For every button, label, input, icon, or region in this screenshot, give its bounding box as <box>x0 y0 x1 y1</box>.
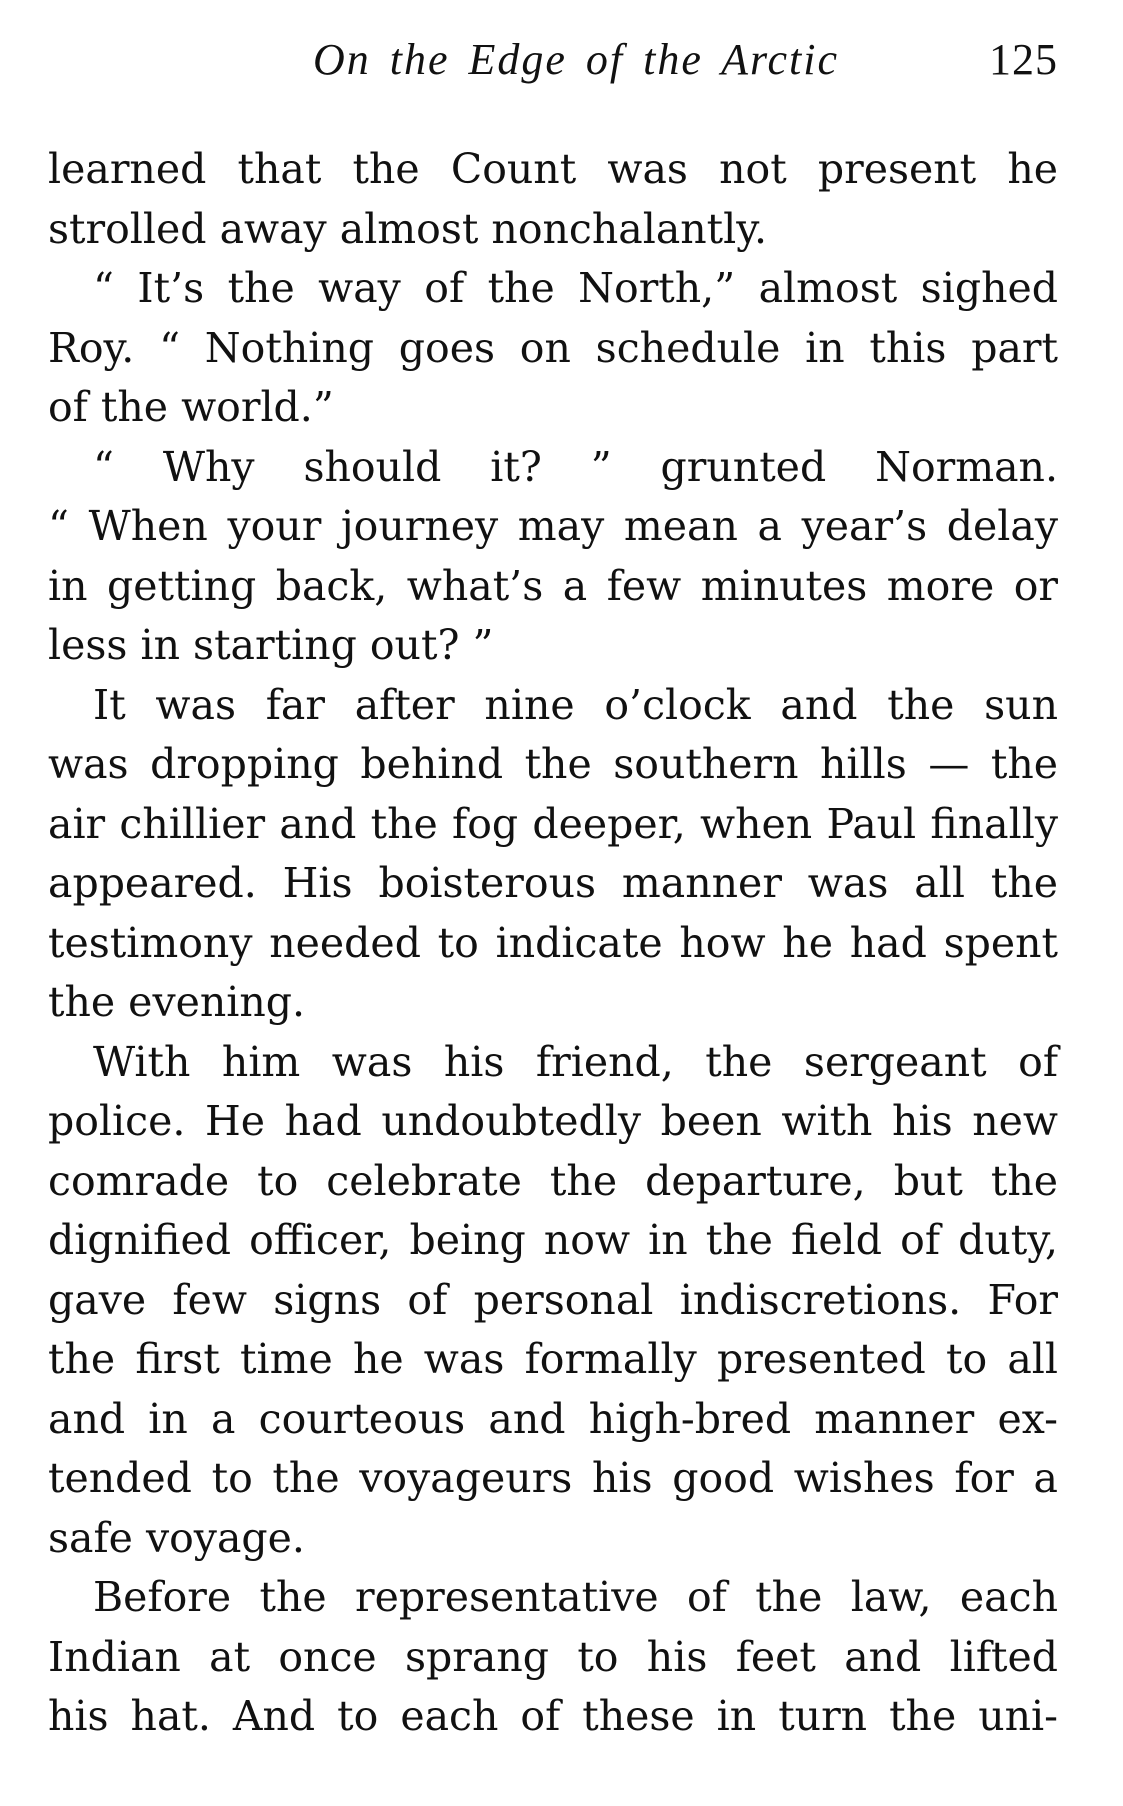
text-line: testimony needed to indicate how he had spent <box>48 918 1058 967</box>
text-line: With him was his friend, the sergeant of <box>93 1037 1058 1086</box>
text-line: It was far after nine o’clock and the sun <box>93 680 1058 729</box>
text-line: comrade to celebrate the departure, but the <box>48 1156 1058 1205</box>
text-line: appeared. His boisterous manner was all the <box>48 859 1058 907</box>
text-line: “ It’s the way of the North,” almost sighed <box>93 264 1058 312</box>
text-line: Roy. “ Nothing goes on schedule in this part <box>48 323 1058 372</box>
text-line: Indian at once sprang to his feet and lifted <box>48 1632 1058 1681</box>
text-line: gave few signs of personal indiscretions. For <box>48 1275 1058 1324</box>
text-line: strolled away almost nonchalantly. <box>48 204 768 253</box>
text-line: in getting back, what’s a few minutes more or <box>48 561 1058 610</box>
body-text <box>48 140 1058 1747</box>
page-number: 125 <box>989 35 1058 84</box>
text-line: of the world.” <box>48 383 334 431</box>
text-line: tended to the voyageurs his good wishes for a <box>48 1454 1058 1502</box>
text-line: safe voyage. <box>48 1513 305 1562</box>
running-title: On the Edge of the Arctic <box>313 35 839 84</box>
text-line: his hat. And to each of these in turn the uni- <box>48 1692 1058 1740</box>
text-line: air chillier and the fog deeper, when Paul finally <box>48 799 1058 848</box>
text-line: dignified officer, being now in the field of duty, <box>48 1216 1058 1264</box>
text-line: police. He had undoubtedly been with his new <box>48 1097 1058 1145</box>
text-line: learned that the Count was not present he <box>48 145 1058 193</box>
text-line: “ Why should it? ” grunted Norman. <box>93 442 1058 491</box>
text-line: Before the representative of the law, each <box>93 1573 1058 1621</box>
text-line: less in starting out? ” <box>48 621 494 669</box>
text-line: and in a courteous and high-bred manner ex- <box>48 1394 1058 1443</box>
text-line: the evening. <box>48 978 306 1026</box>
text-line: “ When your journey may mean a year’s delay <box>48 502 1058 550</box>
running-head <box>48 28 1058 92</box>
text-line: was dropping behind the southern hills — the <box>48 740 1058 788</box>
text-line: the first time he was formally presented to all <box>48 1335 1058 1383</box>
